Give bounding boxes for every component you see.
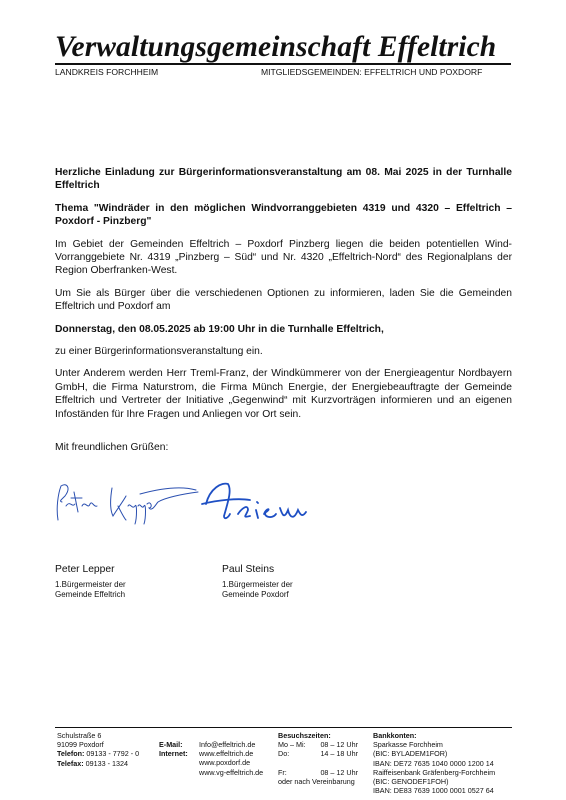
- closing-greeting: Mit freundlichen Grüßen:: [55, 442, 169, 454]
- internet-label: Internet:: [159, 749, 188, 759]
- phone-label: Telefon:: [57, 749, 85, 759]
- signatures-image: [52, 470, 332, 530]
- fax-label: Telefax:: [57, 758, 84, 768]
- hours-title: Besuchszeiten:: [278, 731, 331, 740]
- bank-title: Bankkonten:: [373, 731, 417, 740]
- invitation-headline: Herzliche Einladung zur Bürgerinformationsveranstaltung am 08. Mai 2025 in der Turnhalle Effeltrich: [55, 167, 512, 192]
- letterhead-district: LANDKREIS FORCHHEIM: [55, 67, 159, 77]
- letterhead-title: Verwaltungsgemeinschaft Effeltrich: [55, 31, 497, 63]
- signer-left-role-line2: Gemeinde Effeltrich: [55, 590, 126, 599]
- paragraph-speakers: Unter Anderem werden Herr Treml-Franz, der Windkümmerer von der Energieagentur Nordbayern GmbH, die Firma Naturstrom, die Firma Münch Energie, der Energiebeauftragte der Gemeinde Effeltrich und Vertreter der Initiative „Gegenwind“ mit Kurzvorträgen informieren und an eigenen Infoständen für Ihre Fragen und Anliegen vor Ort sein.: [55, 368, 512, 420]
- hours-row: Mo – Mi: 08 – 12 Uhr: [278, 740, 358, 750]
- letterhead-members: MITGLIEDSGEMEINDEN: EFFELTRICH UND POXDORF: [261, 67, 483, 77]
- email-link[interactable]: Info@effeltrich.de: [199, 740, 256, 749]
- paragraph-invite: Um Sie als Bürger über die verschiedenen Optionen zu informieren, laden Sie die Gemeinden Effeltrich und Poxdorf am: [55, 287, 512, 313]
- signer-left-role-line1: 1.Bürgermeister der: [55, 580, 126, 589]
- web-link-poxdorf[interactable]: www.poxdorf.de: [199, 758, 251, 768]
- event-date-line: Donnerstag, den 08.05.2025 ab 19:00 Uhr in die Turnhalle Effeltrich,: [55, 323, 384, 335]
- bank2-name: Raiffeisenbank Gräfenberg-Forchheim: [373, 767, 496, 777]
- fax-number: 09133 - 1324: [85, 758, 129, 768]
- signer-right-role-line1: 1.Bürgermeister der: [222, 580, 293, 589]
- footer-contact-labels: [159, 740, 188, 758]
- signer-left-role: [55, 580, 126, 600]
- footer-city: 91099 Poxdorf: [57, 740, 104, 750]
- bank1-iban: IBAN: DE72 7635 1040 0000 1200 14: [373, 758, 494, 768]
- bank2-bic: (BIC: GENODEF1FOH): [373, 777, 449, 787]
- footer-rule: [55, 727, 512, 728]
- signature-peter-lepper: [57, 485, 198, 524]
- signer-right-role-line2: Gemeinde Poxdorf: [222, 590, 289, 599]
- hours-row: [278, 759, 358, 768]
- bank1-bic: (BIC: BYLADEM1FOR): [373, 749, 448, 759]
- letter-body: [55, 166, 512, 464]
- web-link-vg[interactable]: www.vg-effeltrich.de: [199, 767, 264, 777]
- footer-street: Schulstraße 6: [57, 731, 102, 740]
- signer-right-role: [222, 580, 293, 600]
- bank2-iban: IBAN: DE83 7639 1000 0001 0527 64: [373, 786, 494, 796]
- footer-hours: [278, 731, 358, 786]
- paragraph-event: zu einer Bürgerinformationsveranstaltung ein.: [55, 346, 263, 358]
- signer-right-name: Paul Steins: [222, 564, 275, 575]
- signature-paul-steins: [202, 484, 306, 519]
- hours-row: Do: 14 – 18 Uhr: [278, 749, 358, 759]
- email-label: E-Mail:: [159, 740, 183, 749]
- bank1-name: Sparkasse Forchheim: [373, 740, 443, 750]
- phone-number: 09133 - 7792 - 0: [86, 749, 140, 759]
- paragraph-area: Im Gebiet der Gemeinden Effeltrich – Poxdorf Pinzberg liegen die beiden potentiellen Wind-Vorranggebiete Nr. 4319 „Pinzberg – Süd“ und Nr. 4320 „Effeltrich-Nord“ des Regionalplans der Region Oberfranken-West.: [55, 238, 512, 277]
- invitation-topic: Thema "Windräder in den möglichen Windvorranggebieten 4319 und 4320 – Effeltrich – Poxdorf - Pinzberg": [55, 202, 512, 228]
- footer-address: [57, 731, 139, 768]
- signer-left-name: Peter Lepper: [55, 564, 115, 575]
- letterhead-rule: [55, 63, 511, 65]
- hours-note: oder nach Vereinbarung: [278, 777, 355, 787]
- footer-bank: [373, 731, 495, 795]
- footer-contact: [199, 740, 263, 777]
- hours-row: Fr: 08 – 12 Uhr: [278, 767, 358, 777]
- web-link-effeltrich[interactable]: www.effeltrich.de: [199, 749, 254, 759]
